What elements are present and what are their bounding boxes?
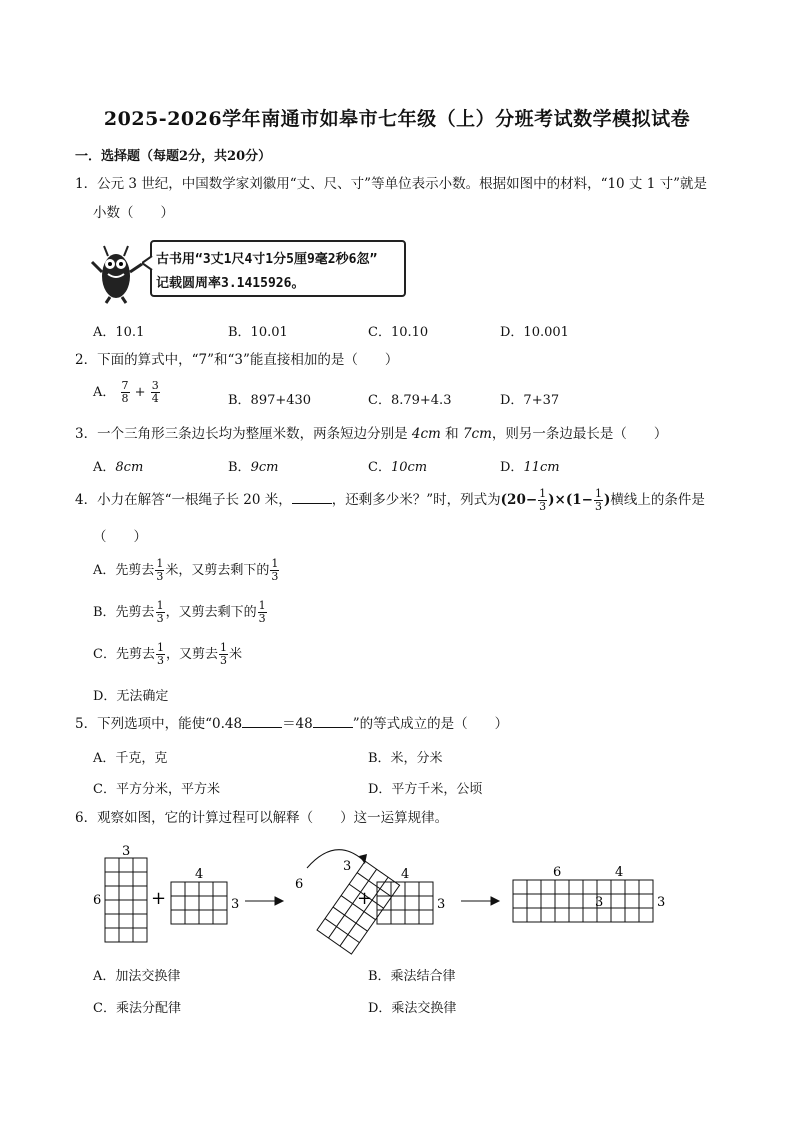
fraction-numerator: 1 [594, 487, 602, 500]
q4-option-c [93, 642, 242, 667]
grid-label: 4 [615, 865, 624, 880]
q4-option-d: D．无法确定 [93, 689, 169, 704]
plus-sign: + [134, 385, 146, 400]
option-value: 9cm [250, 460, 279, 475]
option-label: B． [228, 460, 251, 475]
q3-text-part: 和 [440, 426, 463, 442]
q4-text-part: ，还剩多少米？”时，列式为 [331, 492, 501, 508]
cartoon-character-icon [88, 236, 150, 304]
grid-3x6 [105, 858, 147, 942]
question-6-text: 6．观察如图，它的计算过程可以解释（ ）这一运算规律。 [75, 810, 449, 826]
area-model-figure [85, 838, 665, 956]
q4-expression: )×(1− [548, 492, 593, 508]
fraction-denominator: 3 [156, 612, 164, 625]
grid-label: 3 [437, 897, 446, 912]
grid-label: 4 [401, 867, 410, 882]
q4-expression: (20− [500, 492, 538, 508]
question-5-text [75, 714, 508, 734]
bubble-text-line-1: 古书用“3丈1尺4寸1分5厘9毫2秒6忽” [156, 252, 378, 267]
option-value: 10cm [390, 460, 428, 475]
q5-text-part: 5．下列选项中，能使“0.48 [75, 716, 243, 732]
q1-option-c: C．10.10 [368, 325, 429, 340]
grid-label: 3 [122, 844, 131, 859]
fraction-numerator: 1 [258, 599, 266, 612]
fraction-denominator: 3 [156, 570, 164, 583]
fraction [156, 600, 165, 625]
answer-blank [242, 714, 282, 728]
q5-option-a: A．千克，克 [93, 751, 168, 766]
fraction [219, 642, 228, 667]
fraction-numerator: 1 [271, 557, 279, 570]
fraction-denominator: 4 [151, 392, 159, 405]
plus-sign: + [357, 888, 373, 909]
q1-option-d: D．10.001 [500, 325, 569, 340]
question-4-text-cont: （ ） [93, 529, 147, 545]
question-1-text: 1．公元 3 世纪，中国数学家刘徽用“丈、尺、寸”等单位表示小数。根据如图中的材料，“10 丈 1 寸”就是 [75, 176, 708, 192]
q6-option-c: C．乘法分配律 [93, 1001, 181, 1016]
option-value: 8cm [115, 460, 144, 475]
q5-text-part: ＝48 [282, 716, 313, 732]
q4-text-part: 4．小力在解答“一根绳子长 20 米， [75, 492, 292, 508]
grid-label: 3 [343, 859, 352, 874]
q2-option-d: D．7+37 [500, 393, 560, 408]
fraction-denominator: 3 [594, 500, 602, 513]
arrow-right-icon [245, 897, 283, 905]
question-4-text [75, 486, 705, 514]
fraction-denominator: 3 [219, 654, 227, 667]
q2-option-a-label: A． [93, 385, 116, 400]
q5-text-part: ”的等式成立的是（ ） [352, 716, 509, 732]
grid-label: 3 [231, 897, 240, 912]
fraction-numerator: 1 [156, 557, 164, 570]
q2-option-a [93, 380, 161, 405]
fraction [594, 488, 603, 513]
grid-label: 3 [595, 895, 604, 910]
q3-text-part: ，则另一条边最长是（ ） [491, 426, 668, 442]
q3-option-d [500, 456, 560, 475]
fraction-numerator: 1 [156, 599, 164, 612]
grid-4x3 [171, 882, 227, 924]
q6-option-d: D．乘法交换律 [368, 1001, 457, 1016]
option-label: D． [500, 460, 524, 475]
q3-value: 4cm [411, 426, 441, 442]
bubble-text-line-2: 记载圆周率3.1415926。 [156, 276, 305, 291]
option-text: 米，又剪去剩下的 [165, 563, 270, 578]
q4-option-a [93, 558, 280, 583]
answer-blank [313, 714, 353, 728]
option-label: A． [93, 460, 116, 475]
grid-label: 3 [657, 895, 665, 910]
fraction-numerator: 1 [219, 641, 227, 654]
fraction [258, 600, 267, 625]
option-text: C．先剪去 [93, 647, 155, 662]
answer-blank [292, 490, 332, 504]
q3-option-a [93, 456, 143, 475]
q6-option-a: A．加法交换律 [93, 969, 181, 984]
fraction-denominator: 8 [121, 392, 129, 405]
question-2-text: 2．下面的算式中，“7”和“3”能直接相加的是（ ） [75, 352, 399, 368]
fraction-numerator: 1 [539, 487, 547, 500]
q5-option-c: C．平方分米，平方米 [93, 782, 220, 797]
q3-option-b [228, 456, 278, 475]
fraction-denominator: 3 [258, 612, 266, 625]
q3-value: 7cm [462, 426, 492, 442]
grid-label: 4 [195, 867, 204, 882]
fraction [538, 488, 547, 513]
q3-text-part: 3．一个三角形三条边长均为整厘米数，两条短边分别是 [75, 426, 412, 442]
q2-option-b: B．897+430 [228, 393, 312, 408]
q5-option-d: D．平方千米，公顷 [368, 782, 483, 797]
fraction-numerator: 7 [121, 379, 129, 392]
option-text: 米 [228, 647, 242, 662]
question-3-text [75, 424, 667, 444]
fraction-denominator: 3 [539, 500, 547, 513]
fraction [270, 558, 279, 583]
q1-option-b: B．10.01 [228, 325, 288, 340]
combined-grid-10x3 [513, 880, 653, 922]
fraction-denominator: 3 [271, 570, 279, 583]
arrow-right-icon [461, 897, 499, 905]
fraction-denominator: 3 [156, 654, 164, 667]
q4-option-b [93, 600, 268, 625]
grid-label: 6 [295, 877, 304, 892]
option-text: A．先剪去 [93, 563, 155, 578]
page-title: 2025-2026学年南通市如皋市七年级（上）分班考试数学模拟试卷 [103, 108, 691, 130]
q4-text-part: 横线上的条件是 [610, 492, 705, 508]
option-text: ，又剪去 [165, 647, 218, 662]
fraction [151, 380, 160, 405]
q5-option-b: B．米，分米 [368, 751, 443, 766]
q4-expression: ) [603, 492, 611, 508]
grid-label: 6 [93, 893, 102, 908]
rotation-arrow-icon [307, 850, 363, 868]
q1-option-a: A．10.1 [93, 325, 145, 340]
option-text: B．先剪去 [93, 605, 155, 620]
fraction-numerator: 1 [156, 641, 164, 654]
fraction [121, 380, 130, 405]
plus-sign: + [151, 888, 167, 909]
question-1-text-cont: 小数（ ） [93, 205, 174, 221]
option-text: ，又剪去剩下的 [165, 605, 257, 620]
option-value: 11cm [523, 460, 560, 475]
section-heading: 一．选择题（每题2分，共20分） [75, 149, 272, 164]
q6-option-b: B．乘法结合律 [368, 969, 456, 984]
grid-4x3 [377, 882, 433, 924]
fraction [155, 558, 164, 583]
q2-option-c: C．8.79+4.3 [368, 393, 452, 408]
rotation-arrowhead-icon [359, 854, 367, 864]
bubble-pointer [142, 256, 154, 270]
grid-label: 6 [553, 865, 562, 880]
fraction-numerator: 3 [151, 379, 159, 392]
option-label: C． [368, 460, 391, 475]
q3-option-c [368, 456, 427, 475]
fraction [156, 642, 165, 667]
